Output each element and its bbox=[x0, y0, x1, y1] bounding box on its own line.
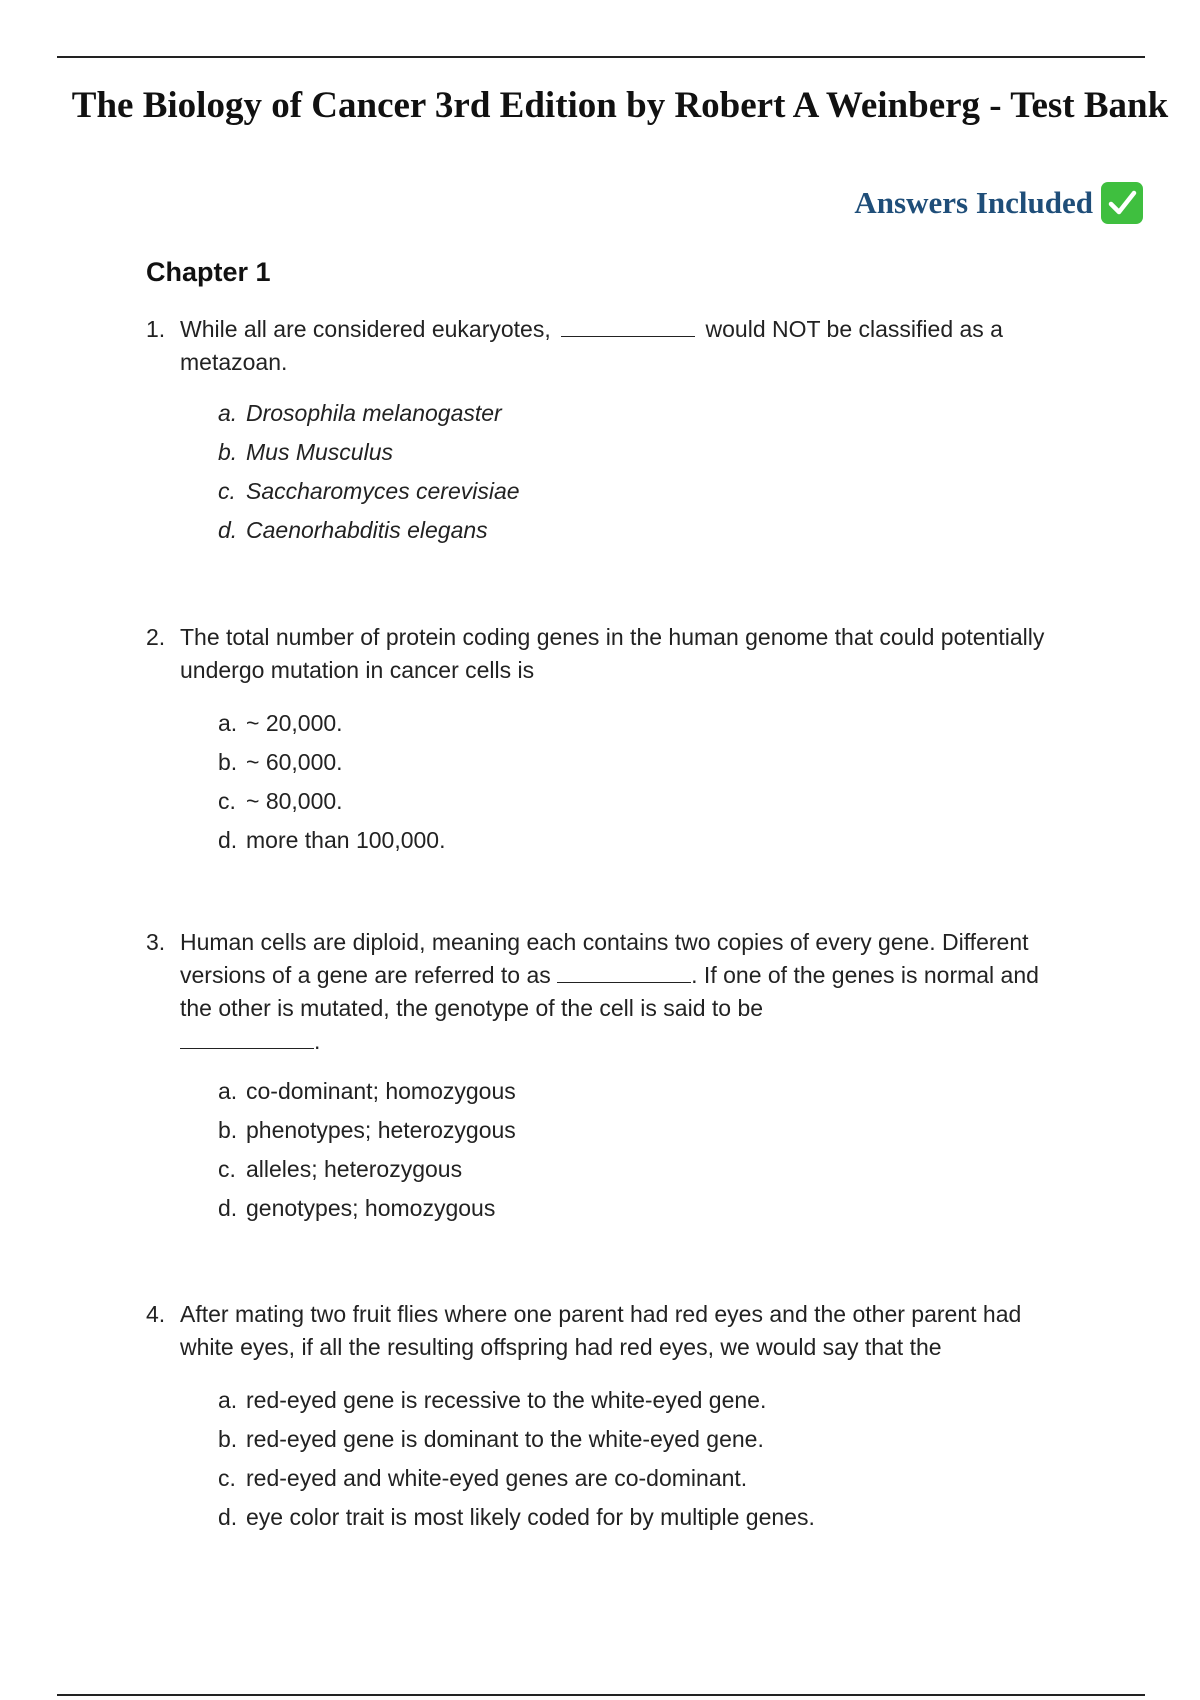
option-text: red-eyed gene is recessive to the white-eyed gene. bbox=[246, 1387, 767, 1413]
option-letter: a. bbox=[218, 710, 238, 736]
option-letter: b. bbox=[218, 1426, 238, 1452]
check-mark-button-icon bbox=[1101, 182, 1143, 224]
answer-blank bbox=[557, 962, 691, 983]
option-text: Mus Musculus bbox=[246, 439, 393, 465]
chapter-heading: Chapter 1 bbox=[146, 257, 271, 287]
option-text: Drosophila melanogaster bbox=[246, 400, 502, 426]
option-letter: a. bbox=[218, 1078, 238, 1104]
option-letter: d. bbox=[218, 1504, 238, 1530]
document-title: The Biology of Cancer 3rd Edition by Robert A Weinberg - Test Bank bbox=[71, 85, 1169, 126]
option-letter: b. bbox=[218, 1117, 238, 1143]
option-letter: d. bbox=[218, 517, 238, 543]
answer-blank bbox=[561, 316, 695, 337]
answer-option bbox=[218, 821, 1076, 860]
option-text: ~ 80,000. bbox=[246, 788, 343, 814]
option-letter: a. bbox=[218, 1387, 238, 1413]
question-text-part: While all are considered eukaryotes, bbox=[180, 316, 551, 342]
answer-option bbox=[218, 743, 1076, 782]
option-letter: a. bbox=[218, 400, 238, 426]
option-text: Caenorhabditis elegans bbox=[246, 517, 488, 543]
answers-included-label: Answers Included bbox=[854, 185, 1093, 220]
answer-option bbox=[218, 472, 1076, 511]
option-letter: d. bbox=[218, 1195, 238, 1221]
option-text: red-eyed gene is dominant to the white-eyed gene. bbox=[246, 1426, 764, 1452]
question-stem bbox=[146, 926, 1076, 1058]
question-text-part: Human cells are diploid, meaning each contains two copies of every gene. Different versions of a gene are referred to as bbox=[180, 929, 1029, 988]
answer-option bbox=[218, 1150, 1076, 1189]
answer-option bbox=[218, 1459, 1076, 1498]
question-1 bbox=[146, 313, 1076, 550]
question-2 bbox=[146, 621, 1076, 860]
question-3 bbox=[146, 926, 1076, 1228]
option-text: co-dominant; homozygous bbox=[246, 1078, 516, 1104]
answer-option bbox=[218, 1111, 1076, 1150]
question-stem bbox=[146, 621, 1076, 687]
answer-option bbox=[218, 1381, 1076, 1420]
answer-option bbox=[218, 1420, 1076, 1459]
question-4 bbox=[146, 1298, 1076, 1537]
answer-options bbox=[146, 1072, 1076, 1228]
question-text: After mating two fruit flies where one parent had red eyes and the other parent had white eyes, if all the resulting offspring had red eyes, we would say that the bbox=[180, 1301, 1022, 1360]
answer-option bbox=[218, 511, 1076, 550]
bottom-divider bbox=[57, 1694, 1145, 1696]
question-text bbox=[180, 926, 1076, 1058]
answer-option bbox=[218, 394, 1076, 433]
answer-option bbox=[218, 1498, 1076, 1537]
answer-option bbox=[218, 433, 1076, 472]
answer-options bbox=[146, 394, 1076, 550]
question-stem bbox=[146, 1298, 1076, 1364]
option-text: genotypes; homozygous bbox=[246, 1195, 496, 1221]
option-text: ~ 20,000. bbox=[246, 710, 343, 736]
question-text: The total number of protein coding genes in the human genome that could potentially undergo mutation in cancer cells is bbox=[180, 624, 1045, 683]
option-letter: c. bbox=[218, 478, 236, 504]
answers-included-badge bbox=[854, 182, 1143, 224]
option-letter: c. bbox=[218, 1156, 236, 1182]
answer-option bbox=[218, 704, 1076, 743]
question-text bbox=[180, 313, 1076, 379]
answer-option bbox=[218, 1189, 1076, 1228]
option-letter: b. bbox=[218, 439, 238, 465]
option-letter: d. bbox=[218, 827, 238, 853]
question-text-part: . If one of the genes is normal and the other is mutated, the genotype of the cell is said to be bbox=[180, 962, 1039, 1021]
question-text-part: would NOT be classified as a metazoan. bbox=[180, 316, 1003, 375]
answer-options bbox=[146, 704, 1076, 860]
option-letter: c. bbox=[218, 788, 236, 814]
option-letter: b. bbox=[218, 749, 238, 775]
answer-options bbox=[146, 1381, 1076, 1537]
question-number: 2. bbox=[146, 624, 166, 650]
question-number: 1. bbox=[146, 316, 166, 342]
option-text: Saccharomyces cerevisiae bbox=[246, 478, 520, 504]
option-text: phenotypes; heterozygous bbox=[246, 1117, 516, 1143]
option-text: ~ 60,000. bbox=[246, 749, 343, 775]
question-number: 4. bbox=[146, 1301, 166, 1327]
question-text-part: . bbox=[314, 1028, 321, 1054]
top-divider bbox=[57, 56, 1145, 58]
option-text: red-eyed and white-eyed genes are co-dominant. bbox=[246, 1465, 748, 1491]
question-number: 3. bbox=[146, 929, 166, 955]
option-text: alleles; heterozygous bbox=[246, 1156, 463, 1182]
option-letter: c. bbox=[218, 1465, 236, 1491]
option-text: eye color trait is most likely coded for by multiple genes. bbox=[246, 1504, 815, 1530]
option-text: more than 100,000. bbox=[246, 827, 446, 853]
answer-option bbox=[218, 1072, 1076, 1111]
question-stem bbox=[146, 313, 1076, 379]
answer-option bbox=[218, 782, 1076, 821]
answer-blank bbox=[180, 1028, 314, 1049]
